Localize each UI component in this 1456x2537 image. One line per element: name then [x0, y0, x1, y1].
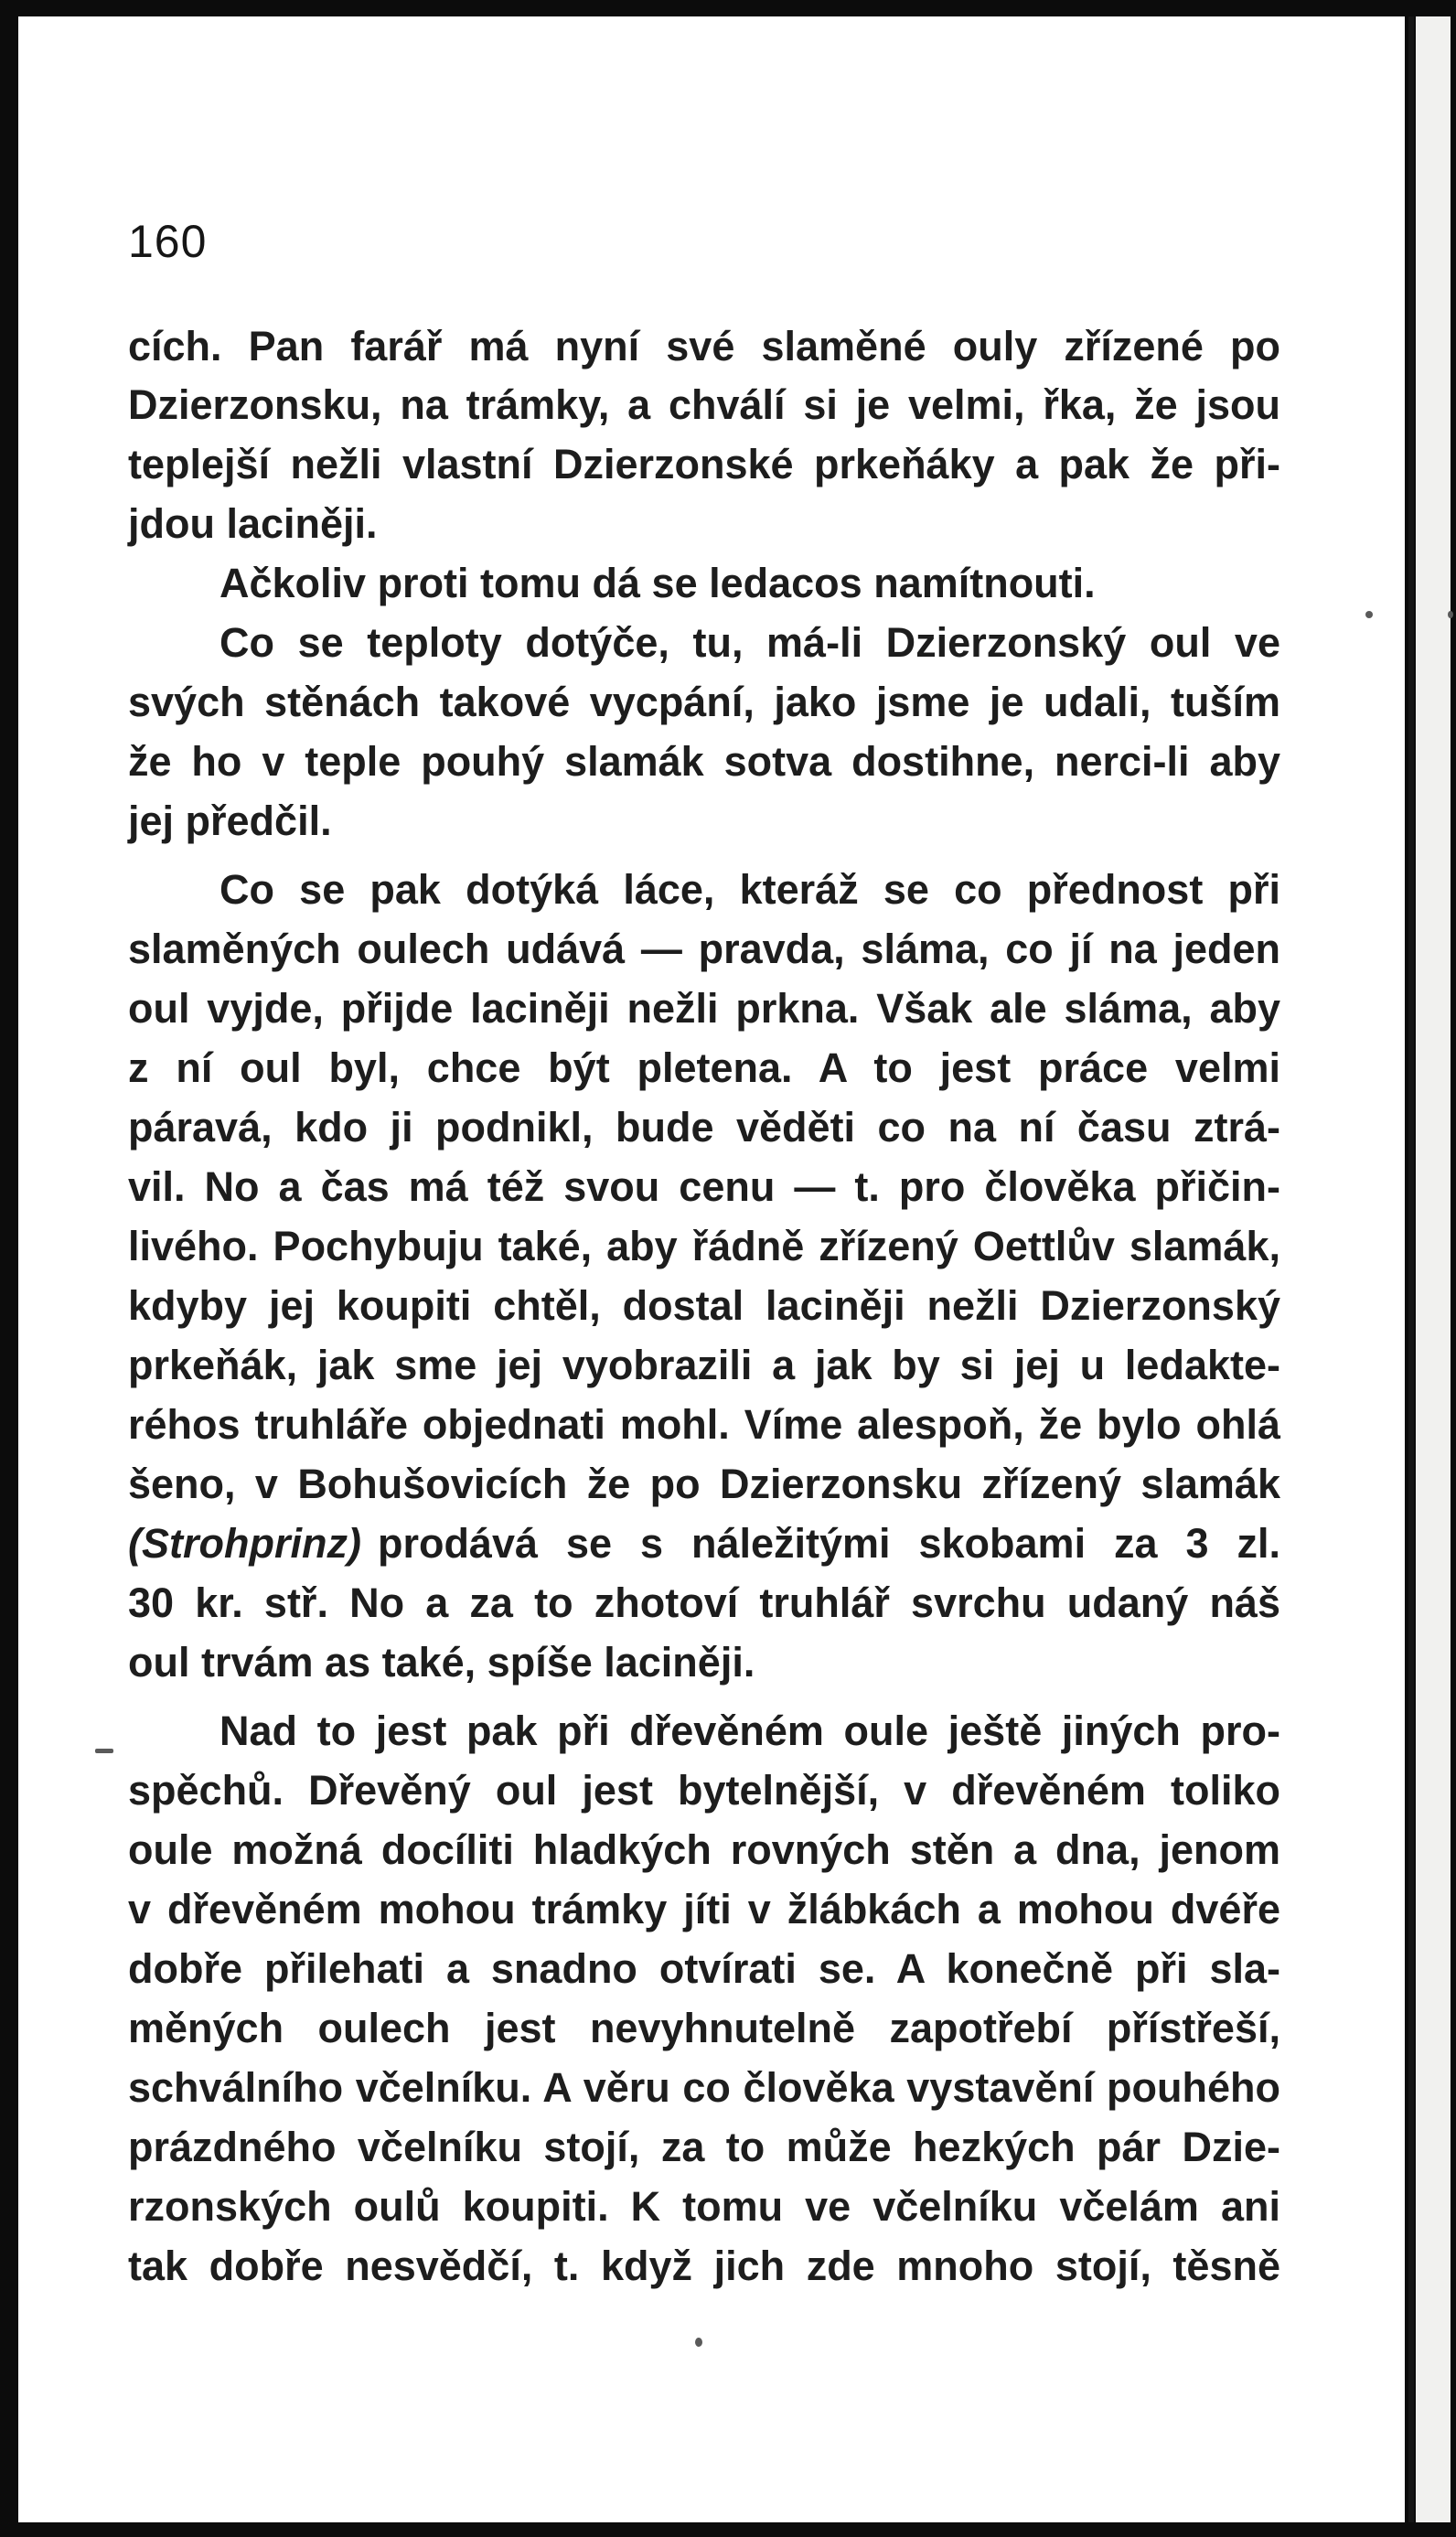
text-line: Co se teploty dotýče, tu, má-li Dzierzonský oul ve	[219, 619, 1280, 666]
text-line: prázdného včelníku stojí, za to může hezkých pár Dzie-	[128, 2124, 1280, 2170]
text-line: Dzierzonsku, na trámky, a chválí si je velmi, řka, že jsou	[128, 381, 1280, 428]
text-line: vil. No a čas má též svou cenu — t. pro člověka přičin-	[128, 1163, 1280, 1210]
print-speck	[695, 2338, 702, 2347]
text-line: Co se pak dotýká láce, kteráž se co přednost při	[219, 866, 1280, 913]
text-line: Nad to jest pak při dřevěném oule ještě jiných pro-	[219, 1707, 1280, 1754]
text-line: schválního včelníku. A věru co člověka vystavění pouhého	[128, 2064, 1280, 2111]
text-line: réhos truhláře objednati mohl. Víme alespoň, že bylo ohlá	[128, 1401, 1280, 1448]
text-line: šeno, v Bohušovicích že po Dzierzonsku zřízený slamák	[128, 1461, 1280, 1507]
text-line: tak dobře nesvědčí, t. když jich zde mnoho stojí, těsně	[128, 2243, 1280, 2289]
text-line: svých stěnách takové vycpání, jako jsme je udali, tuším	[128, 679, 1280, 725]
text-line: prodává se s náležitými skobami za 3 zl.	[377, 1520, 1280, 1567]
text-line: oule možná docíliti hladkých rovných stěn a dna, jenom	[128, 1826, 1280, 1873]
text-line: páravá, kdo ji podnikl, bude věděti co na ní času ztrá-	[128, 1104, 1280, 1151]
text-line: kdyby jej koupiti chtěl, dostal laciněji nežli Dzierzonský	[128, 1282, 1280, 1329]
print-speck	[95, 1749, 113, 1753]
text-line: jdou laciněji.	[128, 500, 378, 547]
text-line: měných oulech jest nevyhnutelně zapotřebí přístřeší,	[128, 2005, 1280, 2051]
text-line: slaměných oulech udává — pravda, sláma, co jí na jeden	[128, 926, 1280, 972]
text-line-with-italic	[128, 1520, 1280, 1567]
text-line: dobře přilehati a snadno otvírati se. A konečně při sla-	[128, 1945, 1280, 1992]
page-number: 160	[128, 216, 208, 267]
italic-term: (Strohprinz)	[128, 1520, 361, 1567]
text-line: rzonských oulů koupiti. K tomu ve včelníku včelám ani	[128, 2183, 1280, 2230]
text-line: v dřevěném mohou trámky jíti v žlábkách a mohou dvéře	[128, 1886, 1280, 1932]
text-line: teplejší nežli vlastní Dzierzonské prkeňáky a pak že při-	[128, 441, 1280, 487]
adjacent-page	[1416, 16, 1451, 2522]
text-line: Ačkoliv proti tomu dá se ledacos namítnouti.	[219, 560, 1096, 606]
text-line: že ho v teple pouhý slamák sotva dostihne, nerci-li aby	[128, 738, 1280, 785]
text-line: oul trvám as také, spíše laciněji.	[128, 1639, 755, 1686]
text-line: livého. Pochybuju také, aby řádně zřízený Oettlův slamák,	[128, 1223, 1280, 1269]
text-line: cích. Pan farář má nyní své slaměné ouly zřízené po	[128, 323, 1280, 369]
text-line: 30 kr. stř. No a za to zhotoví truhlář svrchu udaný náš	[128, 1579, 1280, 1626]
text-line: prkeňák, jak sme jej vyobrazili a jak by si jej u ledakte-	[128, 1342, 1280, 1388]
text-line: jej předčil.	[128, 797, 332, 844]
text-line: oul vyjde, přijde laciněji nežli prkna. Však ale sláma, aby	[128, 985, 1280, 1032]
adjacent-page-edge	[1408, 16, 1414, 2522]
text-line: spěchů. Dřevěný oul jest bytelnější, v dřevěném toliko	[128, 1767, 1280, 1814]
print-speck	[1448, 611, 1453, 618]
print-speck	[1365, 611, 1373, 618]
text-line: z ní oul byl, chce být pletena. A to jest práce velmi	[128, 1044, 1280, 1091]
